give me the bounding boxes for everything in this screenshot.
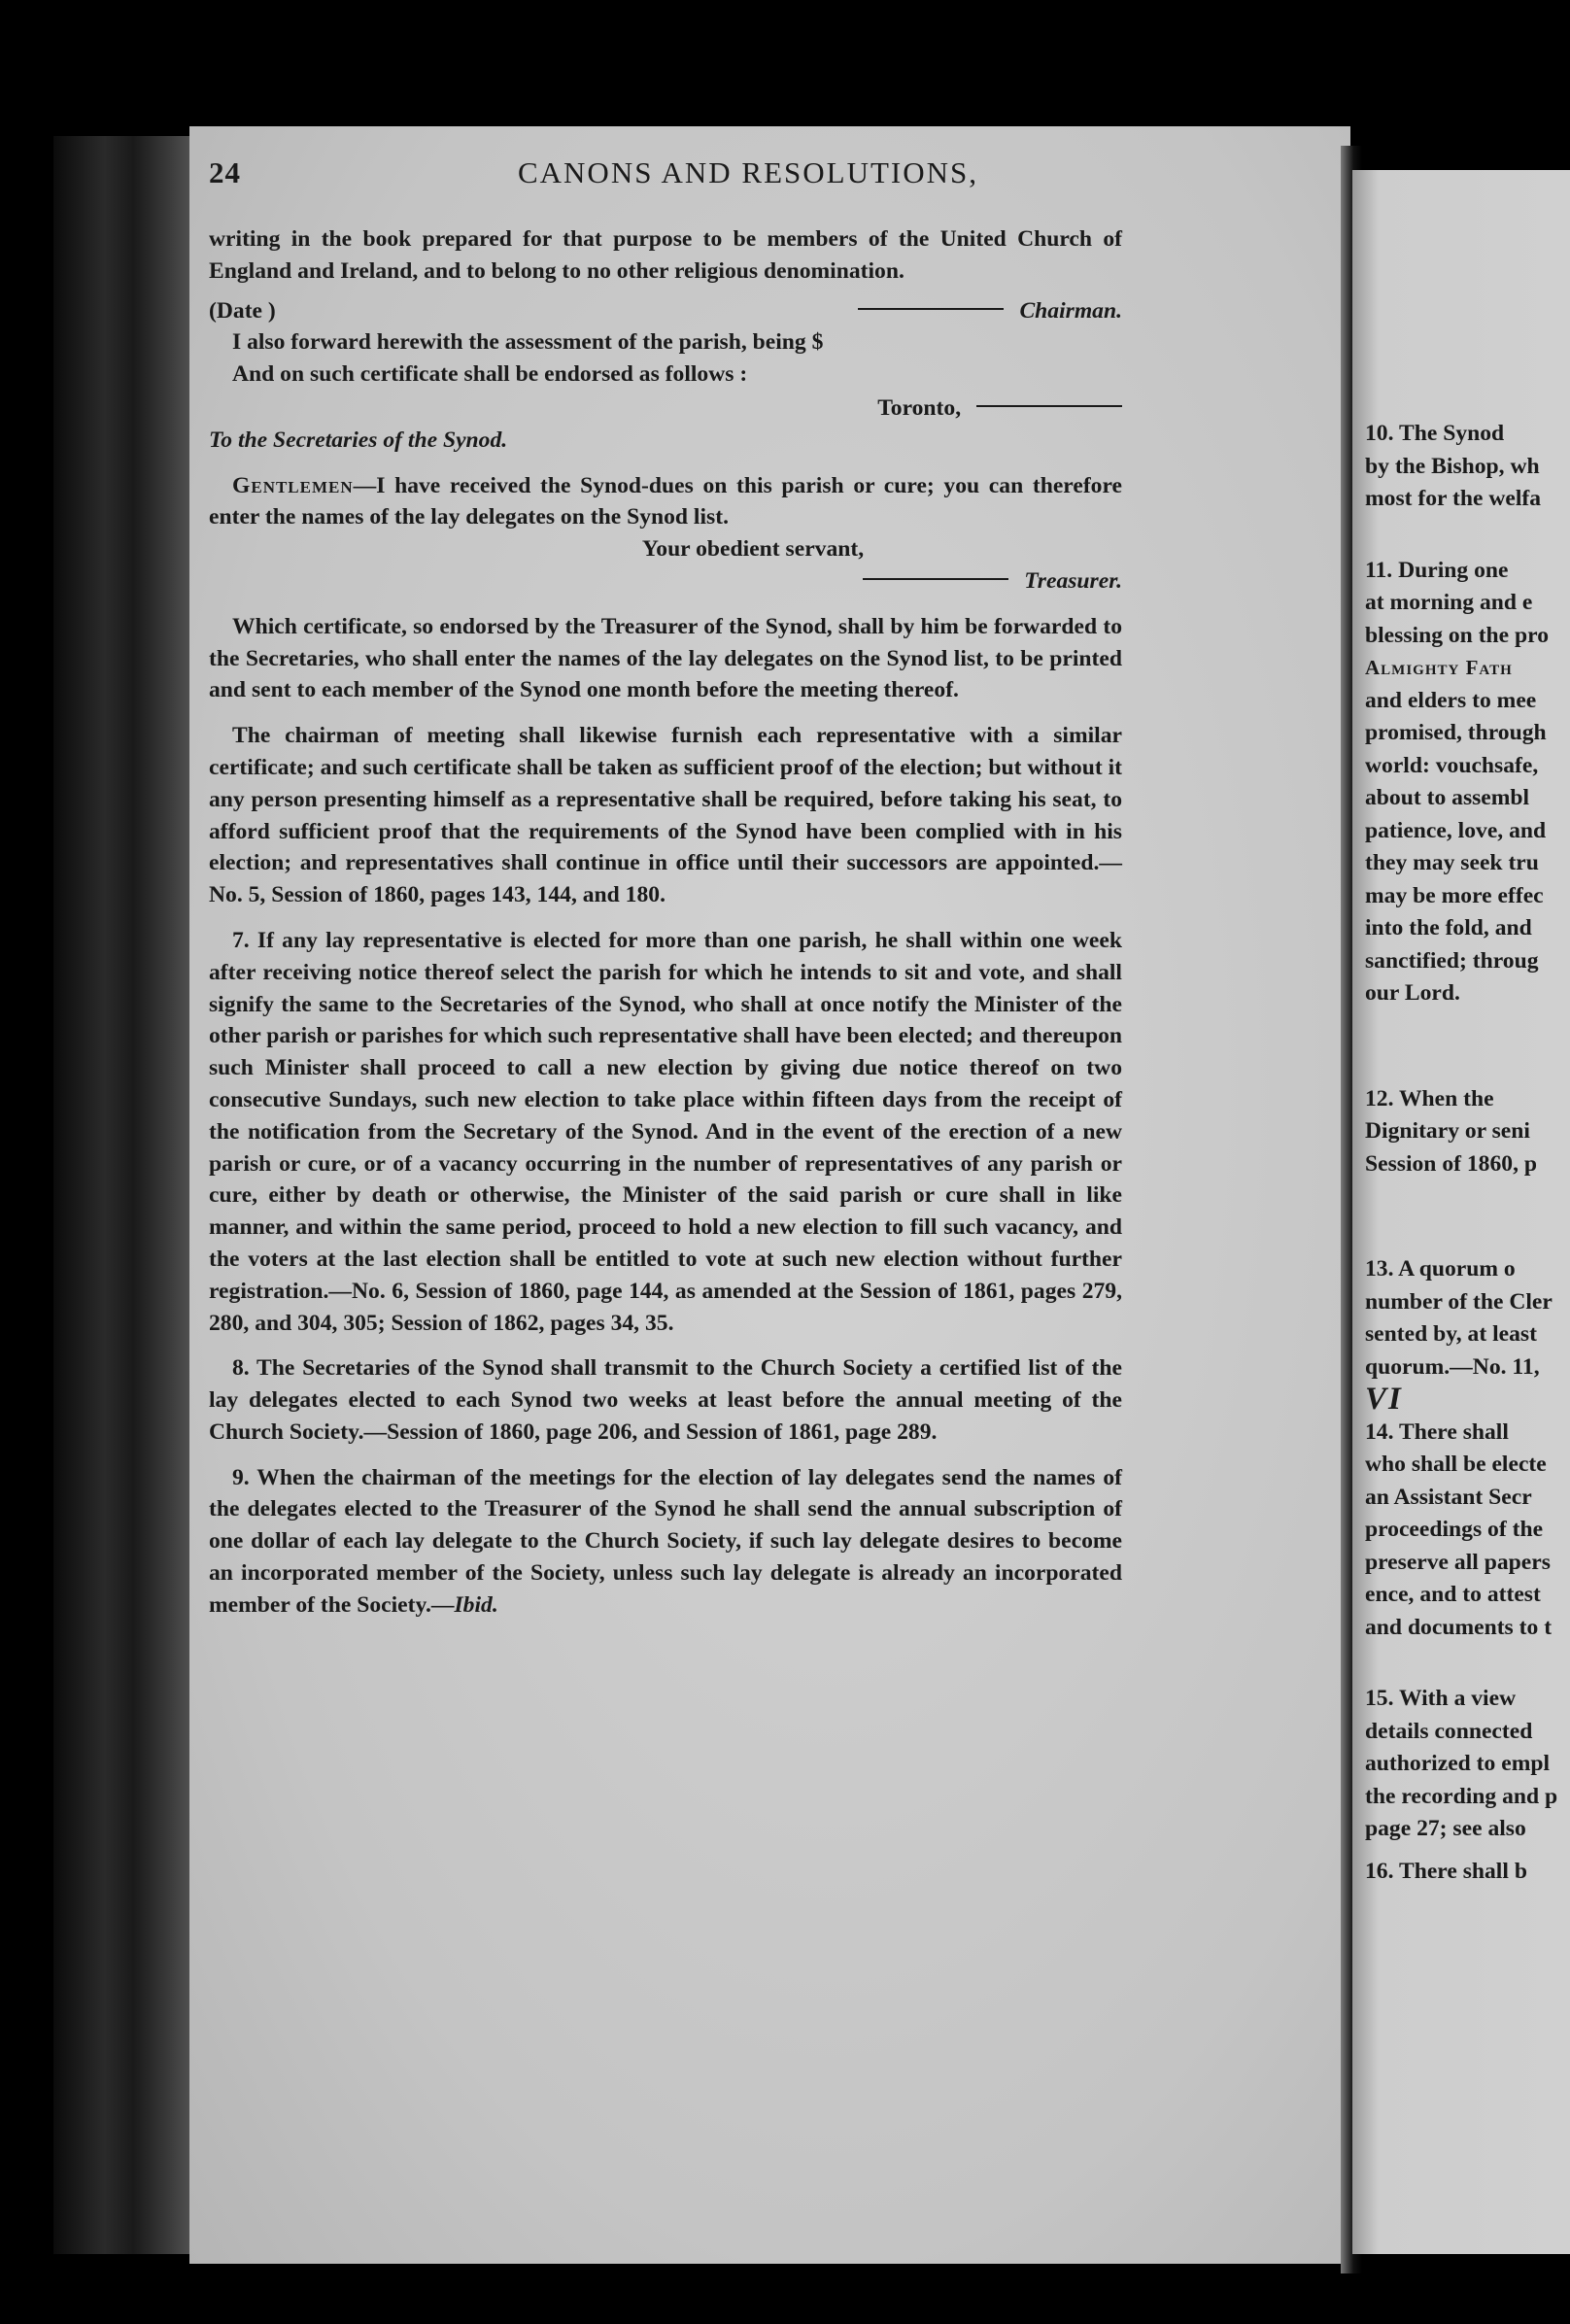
right-line: ence, and to attest [1365, 1582, 1541, 1607]
right-line: at morning and e [1365, 590, 1533, 615]
right-page-text [1365, 418, 1570, 1888]
date-label: (Date ) [209, 297, 276, 324]
right-line: quorum.—No. 11, [1365, 1353, 1540, 1380]
right-line: may be more effec [1365, 882, 1544, 908]
right-section-heading: VI [1365, 1382, 1403, 1417]
chairman-signature-line [858, 308, 1004, 310]
section-7: 7. If any lay representative is elected for more than one parish, he shall within one week after receiving notice thereof select the parish for which he intends to sit and vote, and shall signify the same to the Secretaries of the Synod, who shall at once notify the Minister of the other parish or parishes for which such representative shall have been elected; and thereupon such Minister shall proceed to call a new election by giving due notice thereof on two consecutive Sundays, such new election to take place within fifteen days from the receipt of the notification from the Secretary of the Synod. And in the event of the erection of a new parish or cure, or of a vacancy occurring in the number of representatives of any parish or cure, either by death or otherwise, the Minister of the said parish or cure shall in like manner, and within the same period, proceed to hold a new election to fill such vacancy, and the voters at the last election shall be entitled to vote at such new election without further registration.—No. 6, Session of 1860, page 144, as amended at the Session of 1861, pages 279, 280, and 304, 305; Session of 1862, pages 34, 35. [209, 927, 1122, 1336]
treasurer-signature-line [863, 578, 1008, 580]
page-number: 24 [209, 155, 241, 189]
right-line: sanctified; throug [1365, 947, 1539, 974]
right-line: Session of 1860, p [1365, 1150, 1537, 1177]
right-line: proceedings of the [1365, 1517, 1544, 1542]
right-line: preserve all papers [1365, 1549, 1551, 1575]
section-8: 8. The Secretaries of the Synod shall transmit to the Church Society a certified list of the lay delegates elected to each Synod two weeks at least before the annual meeting of the Church Society.—Session of 1860, page 206, and Session of 1861, page 289. [209, 1355, 1122, 1445]
toronto-label: Toronto, [877, 394, 962, 421]
right-line: by the Bishop, wh [1365, 453, 1540, 479]
right-line: authorized to empl [1365, 1751, 1551, 1776]
chairman-label: Chairman. [1019, 297, 1122, 324]
right-line-almighty: Almighty Fath [1365, 656, 1513, 679]
date-chairman-row [209, 295, 1122, 327]
page-header [209, 155, 1112, 190]
right-line: blessing on the pro [1365, 622, 1550, 648]
right-line: the recording and p [1365, 1783, 1558, 1809]
endorse-line: And on such certificate shall be endorsed as follows : [232, 361, 748, 388]
right-line: sented by, at least [1365, 1321, 1537, 1347]
right-line: 16. There shall b [1365, 1858, 1527, 1884]
right-line: they may seek tru [1365, 850, 1539, 875]
right-line: patience, love, and [1365, 817, 1547, 843]
treasurer-row [209, 565, 1122, 598]
right-line: 12. When the [1365, 1085, 1494, 1111]
right-line: an Assistant Secr [1365, 1484, 1532, 1510]
right-line: promised, through [1365, 720, 1547, 745]
paragraph-chairman: The chairman of meeting shall likewise furnish each representative with a similar certificate; and such certificate shall be taken as sufficient proof of the election; but without it any person presenting himself as a representative shall be required, before taking his seat, to afford sufficient proof that the requirements of the Synod have been complied with in his election; and representatives shall continue in office until their successors are appointed.—No. 5, Session of 1860, pages 143, 144, and 180. [209, 723, 1122, 908]
right-line: 11. During one [1365, 557, 1509, 583]
section-9-ibid: Ibid. [454, 1591, 498, 1618]
right-line: 15. With a view [1365, 1686, 1517, 1711]
right-line: 13. A quorum o [1365, 1256, 1516, 1282]
right-line: and elders to mee [1365, 687, 1537, 713]
obedient-line: Your obedient servant, [641, 536, 865, 563]
right-line: into the fold, and [1365, 915, 1532, 940]
gentlemen-text: —I have received the Synod-dues on this parish or cure; you can therefore enter the names of the lay delegates on the Synod list. [209, 472, 1122, 530]
right-line: our Lord. [1365, 980, 1460, 1006]
toronto-date-line [976, 405, 1122, 407]
right-line: 14. There shall [1365, 1418, 1509, 1445]
right-line: about to assembl [1365, 785, 1530, 810]
section-9 [209, 1462, 1122, 1622]
secretaries-line: To the Secretaries of the Synod. [209, 427, 508, 453]
paragraph-intro: writing in the book prepared for that purpose to be members of the United Church of England and Ireland, and to belong to no other religious denomination. [209, 226, 1122, 284]
right-line: world: vouchsafe, [1365, 752, 1539, 778]
right-line: who shall be electe [1365, 1452, 1547, 1477]
gentlemen-paragraph [209, 470, 1122, 534]
paragraph-which: Which certificate, so endorsed by the Treasurer of the Synod, shall by him be forwarded to the Secretaries, who shall enter the names of the lay delegates on the Synod list, to be printed and sent to each member of the Synod one month before the meeting thereof. [209, 613, 1122, 703]
left-page-text [209, 223, 1122, 1622]
assessment-line: I also forward herewith the assessment of the parish, being $ [232, 329, 824, 356]
running-title: CANONS AND RESOLUTIONS, [517, 155, 978, 189]
right-line: most for the welfa [1365, 486, 1542, 511]
toronto-line [209, 393, 1122, 425]
right-line: Dignitary or seni [1365, 1118, 1530, 1144]
treasurer-label: Treasurer. [1024, 567, 1122, 594]
section-9-text: 9. When the chairman of the meetings for the election of lay delegates send the names of the delegates elected to the Treasurer of the Synod he shall send the annual subscription of one dollar of each lay delegate to the Church Society, if such lay delegate desires to become an incorporated member of the Society, unless such lay delegate is already an incorporated member of the Society.— [209, 1464, 1122, 1618]
right-line: and documents to t [1365, 1614, 1553, 1640]
book-spine [53, 136, 199, 2254]
right-line: number of the Cler [1365, 1288, 1553, 1315]
right-line: details connected [1365, 1718, 1533, 1744]
right-line: 10. The Synod [1365, 421, 1505, 446]
right-line: page 27; see also [1365, 1816, 1526, 1841]
gentlemen-label: Gentlemen [232, 472, 354, 498]
